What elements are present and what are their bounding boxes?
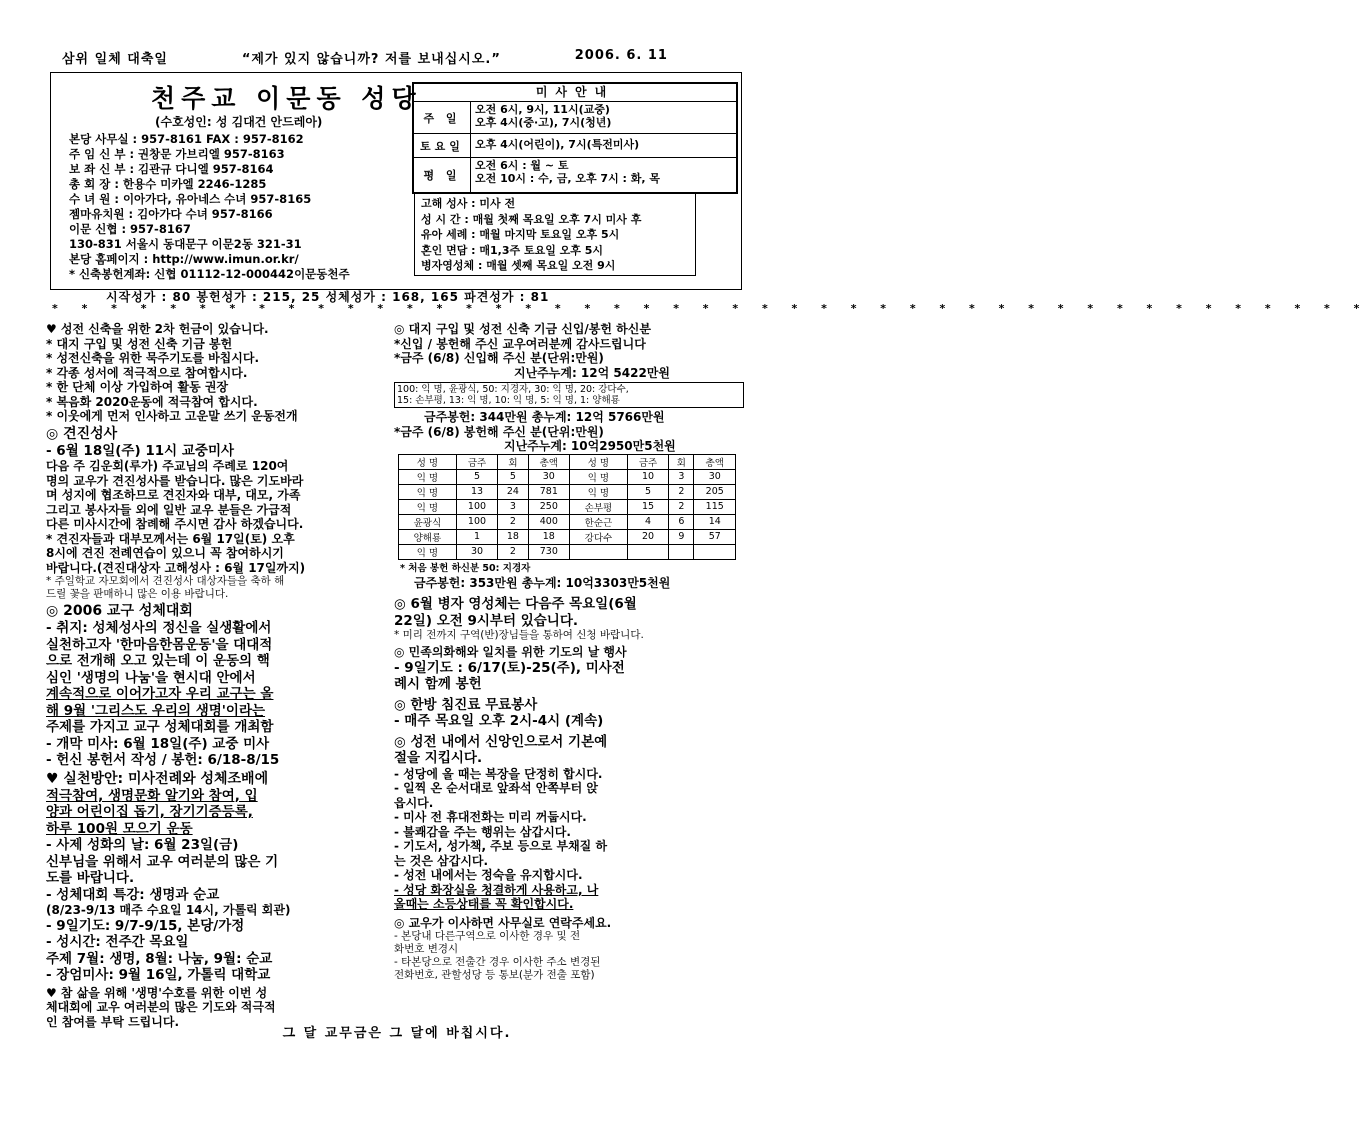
table-cell bbox=[669, 544, 694, 559]
fund-total: 금주봉헌: 344만원 총누계: 12억 5766만원 bbox=[424, 410, 665, 424]
table-row bbox=[399, 514, 736, 529]
table-header: 회 bbox=[498, 454, 528, 469]
offering-table bbox=[398, 454, 736, 560]
feast-name: 삼위 일체 대축일 bbox=[62, 52, 168, 67]
table-cell bbox=[570, 544, 628, 559]
body-line: - 9일기도: 9/7-9/15, 본당/가정 bbox=[46, 917, 245, 934]
body-line: 전화번호, 관할성당 등 통보(분가 전출 포함) bbox=[394, 969, 595, 981]
donor-line: 15: 손부평, 13: 익 명, 10: 익 명, 5: 익 명, 1: 양해룡 bbox=[397, 395, 620, 406]
table-cell: 손부평 bbox=[570, 499, 628, 514]
table-cell: 14 bbox=[694, 514, 736, 529]
sacrament-line: 유아 세례 : 매월 마지막 토요일 오후 5시 bbox=[421, 228, 620, 241]
list-item: - 미사 전 휴대전화는 미리 꺼둡시다. bbox=[394, 810, 587, 824]
body-line: 다음 주 김운회(루가) 주교님의 주례로 120여 bbox=[46, 459, 289, 473]
offering-total: 금주봉헌: 353만원 총누계: 10억3303만5천원 bbox=[414, 575, 671, 590]
star-divider: * * * * * * * * * * * * * * * * * * * * * * * * * * * * * * * * * * * * * * * * * * * * * bbox=[52, 302, 1369, 315]
body-line: 인 참여를 부탁 드립니다. bbox=[46, 1014, 180, 1029]
table-cell: 익 명 bbox=[399, 469, 457, 484]
info-assistant: 보 좌 신 부 : 김관규 다니엘 957-8164 bbox=[69, 162, 274, 176]
mass-time-line: 오전 6시, 9시, 11시(교중) bbox=[475, 103, 610, 116]
intro-line: * 각종 성서에 적극적으로 참여합시다. bbox=[46, 365, 248, 380]
table-cell: 익 명 bbox=[399, 499, 457, 514]
fund-title: ◎ 대지 구입 및 성전 신축 기금 신입/봉헌 하신분 bbox=[394, 322, 651, 336]
table-header: 금주 bbox=[627, 454, 668, 469]
body-line: - 성체대회 특강: 생명과 순교 bbox=[46, 886, 220, 903]
body-line: *금주 (6/8) 봉헌해 주신 분(단위:만원) bbox=[394, 424, 604, 439]
left-column bbox=[46, 322, 362, 1029]
body-line: 며 성지에 협조하므로 견진자와 대부, 대모, 가족 bbox=[46, 488, 301, 502]
table-cell: 한순근 bbox=[570, 514, 628, 529]
table-cell: 2 bbox=[669, 499, 694, 514]
table-cell: 100 bbox=[456, 499, 497, 514]
table-cell: 6 bbox=[669, 514, 694, 529]
offering-table-header bbox=[399, 454, 736, 469]
info-address: 130-831 서울시 동대문구 이문2동 321-31 bbox=[69, 237, 302, 251]
mass-label: 토요일 bbox=[414, 134, 471, 157]
table-cell: 3 bbox=[669, 469, 694, 484]
body-line: ♥ 참 삶을 위해 '생명'수호를 위한 이번 성 bbox=[46, 985, 268, 1000]
body-line: *금주 (6/8) 신입해 주신 분(단위:만원) bbox=[394, 351, 604, 365]
etiquette-list bbox=[394, 767, 744, 912]
body-line: 바랍니다.(견진대상자 고해성사 : 6월 17일까지) bbox=[46, 560, 306, 575]
sacrament-line: 혼인 면담 : 매1,3주 토요일 오후 5시 bbox=[421, 243, 604, 257]
body-line: - 6월 18일(주) 11시 교중미사 bbox=[46, 442, 235, 459]
body-line: - 장엄미사: 9월 16일, 가톨릭 대학교 bbox=[46, 967, 271, 983]
body-line: 례시 함께 봉헌 bbox=[394, 676, 482, 692]
body-line: *신입 / 봉헌해 주신 교우여러분께 감사드립니다 bbox=[394, 336, 646, 351]
sacrament-info-box bbox=[414, 193, 696, 276]
intro-line: * 대지 구입 및 성전 신축 기금 봉헌 bbox=[46, 336, 233, 351]
table-cell: 730 bbox=[528, 544, 569, 559]
body-line: 신부님을 위해서 교우 여러분의 많은 기 bbox=[46, 853, 279, 870]
body-line: * 견진자들과 대부모께서는 6월 17일(토) 오후 bbox=[46, 531, 295, 546]
table-header: 총액 bbox=[528, 454, 569, 469]
info-credit-union: 이문 신협 : 957-8167 bbox=[69, 222, 191, 236]
sacrament-line: 고해 성사 : 미사 전 bbox=[421, 197, 516, 210]
table-row bbox=[399, 544, 736, 559]
mass-times bbox=[471, 158, 664, 192]
list-item: 는 것은 삼갑시다. bbox=[394, 853, 489, 868]
bulletin-date: 2006. 6. 11 bbox=[574, 48, 668, 63]
table-cell: 400 bbox=[528, 514, 569, 529]
info-homepage[interactable]: 본당 홈페이지 : http://www.imun.or.kr/ bbox=[69, 252, 299, 266]
body-line: ◎ 6월 병자 영성체는 다음주 목요일(6월 bbox=[394, 596, 637, 612]
intro-notice bbox=[46, 322, 362, 424]
table-header: 금주 bbox=[456, 454, 497, 469]
list-item: - 일찍 온 순서대로 앞좌석 안쪽부터 앉 bbox=[394, 781, 598, 795]
table-cell: 250 bbox=[528, 499, 569, 514]
table-cell: 익 명 bbox=[399, 544, 457, 559]
table-cell: 익 명 bbox=[570, 484, 628, 499]
table-cell: 2 bbox=[669, 484, 694, 499]
table-header: 성 명 bbox=[570, 454, 628, 469]
confirmation-body bbox=[46, 443, 362, 602]
intro-line: * 이웃에게 먼저 인사하고 고운말 쓰기 운동전개 bbox=[46, 409, 298, 423]
info-president: 총 회 장 : 한용수 미카엘 2246-1285 bbox=[69, 177, 267, 191]
eucharist-congress-body bbox=[46, 620, 362, 769]
info-pastor: 주 임 신 부 : 권창문 가브리엘 957-8163 bbox=[69, 147, 285, 161]
table-cell: 205 bbox=[694, 484, 736, 499]
table-cell: 30 bbox=[456, 544, 497, 559]
body-line: 계속적으로 이어가고자 우리 교구는 올 bbox=[46, 686, 274, 702]
body-line: - 사제 성화의 날: 6월 23일(금) bbox=[46, 837, 239, 853]
practice-title: ♥ 실천방안: 미사전례와 성체조배에 bbox=[46, 770, 269, 787]
table-cell: 30 bbox=[528, 469, 569, 484]
church-patron: (수호성인: 성 김대건 안드레아) bbox=[155, 115, 323, 129]
body-line: - 본당내 다른구역으로 이사한 경우 및 전 bbox=[394, 930, 581, 942]
intro-line: ♥ 성전 신축을 위한 2차 헌금이 있습니다. bbox=[46, 322, 269, 336]
body-line: - 타본당으로 전출간 경우 이사한 주소 변경된 bbox=[394, 956, 601, 968]
table-cell bbox=[627, 544, 668, 559]
table-cell: 강다수 bbox=[570, 529, 628, 544]
list-item: - 성당에 올 때는 복장을 단정히 합시다. bbox=[394, 766, 603, 781]
body-line: 지난주누계: 10억2950만5천원 bbox=[504, 439, 676, 453]
new-donors-box bbox=[394, 382, 744, 408]
mass-schedule-box bbox=[412, 82, 738, 194]
mass-time-line: 오전 10시 : 수, 금, 오후 7시 : 화, 목 bbox=[475, 172, 661, 185]
body-line: 주제를 가지고 교구 성체대회를 개최함 bbox=[46, 719, 274, 735]
table-cell: 윤광식 bbox=[399, 514, 457, 529]
body-line: 하루 100원 모으기 운동 bbox=[46, 820, 193, 837]
list-item: - 기도서, 성가책, 주보 등으로 부채질 하 bbox=[394, 839, 608, 853]
info-account: * 신축봉헌계좌: 신협 01112-12-000442이문동천주 bbox=[69, 267, 350, 281]
table-cell: 13 bbox=[456, 484, 497, 499]
mass-row-weekday bbox=[414, 158, 736, 192]
body-line: - 개막 미사: 6월 18일(주) 교중 미사 bbox=[46, 735, 270, 752]
table-cell: 3 bbox=[498, 499, 528, 514]
mass-title: 미사안내 bbox=[414, 84, 736, 102]
mass-time-line: 오후 4시(중·고), 7시(청년) bbox=[475, 116, 612, 129]
moving-title: ◎ 교우가 이사하면 사무실로 연락주세요. bbox=[394, 915, 612, 930]
body-line: - 9일기도 : 6/17(토)-25(주), 미사전 bbox=[394, 659, 625, 676]
body-line: 22일) 오전 9시부터 있습니다. bbox=[394, 612, 578, 629]
fund-body bbox=[394, 337, 744, 381]
list-item: - 성당 화장실을 청결하게 사용하고, 나 bbox=[394, 882, 599, 897]
body-line: - 성시간: 전주간 목요일 bbox=[46, 934, 189, 950]
table-cell: 9 bbox=[669, 529, 694, 544]
practice-body bbox=[46, 788, 362, 984]
hymn-numbers: 시작성가 : 80 봉헌성가 : 215, 25 성체성가 : 168, 165 파견성가 : 81 bbox=[106, 290, 550, 304]
table-cell: 1 bbox=[456, 529, 497, 544]
table-cell: 781 bbox=[528, 484, 569, 499]
table-header: 성 명 bbox=[399, 454, 457, 469]
acupuncture-title: ◎ 한방 침진료 무료봉사 bbox=[394, 696, 538, 713]
intro-line: * 성전신축을 위한 묵주기도를 바칩시다. bbox=[46, 351, 260, 365]
intro-line: * 복음화 2020운동에 적극참여 합시다. bbox=[46, 394, 258, 409]
body-line: 도를 바랍니다. bbox=[46, 870, 135, 886]
body-line: 적극참여, 생명문화 알기와 참여, 입 bbox=[46, 787, 258, 804]
table-cell: 100 bbox=[456, 514, 497, 529]
table-header: 회 bbox=[669, 454, 694, 469]
list-item: - 불쾌감을 주는 행위는 삼갑시다. bbox=[394, 824, 571, 839]
table-cell: 20 bbox=[627, 529, 668, 544]
list-item: 올때는 소등상태를 꼭 확인합시다. bbox=[394, 897, 574, 911]
body-line: 8시에 견진 전례연습이 있으니 꼭 참여하시기 bbox=[46, 546, 284, 560]
right-column bbox=[394, 322, 744, 982]
mass-time-line: 오전 6시 : 월 ~ 토 bbox=[475, 159, 569, 172]
table-cell: 57 bbox=[694, 529, 736, 544]
table-cell: 4 bbox=[627, 514, 668, 529]
body-line: 화번호 변경시 bbox=[394, 943, 459, 955]
table-cell: 5 bbox=[498, 469, 528, 484]
table-cell: 익 명 bbox=[399, 484, 457, 499]
body-line: 지난주누계: 12억 5422만원 bbox=[514, 365, 670, 380]
mass-row-sunday bbox=[414, 102, 736, 134]
body-line: 체대회에 교우 여러분의 많은 기도와 적극적 bbox=[46, 1000, 276, 1014]
acupuncture-body: - 매주 목요일 오후 2시-4시 (계속) bbox=[394, 713, 604, 729]
body-line: ◎ 성전 내에서 신앙인으로서 기본예 bbox=[394, 733, 608, 750]
body-line: 주제 7월: 생명, 8월: 나눔, 9월: 순교 bbox=[46, 950, 273, 967]
table-cell: 115 bbox=[694, 499, 736, 514]
reconciliation-body bbox=[394, 660, 744, 693]
table-row bbox=[399, 484, 736, 499]
mass-label: 평 일 bbox=[414, 158, 471, 192]
mass-row-saturday bbox=[414, 134, 736, 158]
sick-communion-note: * 미리 전까지 구역(반)장님들을 통하여 신청 바랍니다. bbox=[394, 629, 644, 641]
reconciliation-title: ◎ 민족의화해와 일치를 위한 기도의 날 행사 bbox=[394, 645, 627, 659]
table-cell: 양해룡 bbox=[399, 529, 457, 544]
offering-body bbox=[394, 425, 744, 454]
mass-times bbox=[471, 102, 615, 133]
body-line: 으로 전개해 오고 있는데 이 운동의 핵 bbox=[46, 653, 270, 669]
intro-line: * 한 단체 이상 가입하여 활동 권장 bbox=[46, 380, 229, 394]
footer-notice: 그 달 교무금은 그 달에 바칩시다. bbox=[282, 1026, 512, 1041]
offering-table-body bbox=[399, 469, 736, 559]
sacrament-line: 성 시 간 : 매월 첫째 목요일 오후 7시 미사 후 bbox=[421, 212, 642, 226]
table-cell: 18 bbox=[528, 529, 569, 544]
info-office: 본당 사무실 : 957-8161 FAX : 957-8162 bbox=[69, 132, 304, 146]
donor-line: 100: 익 명, 윤광식, 50: 지경자, 30: 익 명, 20: 강다수, bbox=[397, 384, 629, 395]
note-line: * 주일학교 자모회에서 견진성사 대상자들을 축하 해 bbox=[46, 575, 285, 587]
table-cell: 18 bbox=[498, 529, 528, 544]
table-cell: 15 bbox=[627, 499, 668, 514]
body-line: 심인 '생명의 나눔'을 현시대 안에서 bbox=[46, 669, 256, 686]
sacrament-line: 병자영성체 : 매월 셋째 목요일 오전 9시 bbox=[421, 259, 616, 272]
list-item: - 성전 내에서는 정숙을 유지합시다. bbox=[394, 868, 583, 882]
info-convent: 수 녀 원 : 이아가다, 유아네스 수녀 957-8165 bbox=[69, 192, 312, 206]
table-row bbox=[399, 499, 736, 514]
mass-time-line: 오후 4시(어린이), 7시(특전미사) bbox=[475, 138, 640, 151]
table-cell: 5 bbox=[627, 484, 668, 499]
table-row bbox=[399, 529, 736, 544]
church-title: 천주교 이문동 성당 bbox=[151, 84, 422, 113]
weekly-quote: “제가 있지 않습니까? 저를 보내십시오.” bbox=[241, 52, 501, 67]
top-line bbox=[62, 48, 668, 67]
mass-label: 주 일 bbox=[414, 102, 471, 133]
table-cell: 5 bbox=[456, 469, 497, 484]
body-line: - 취지: 성체성사의 정신을 실생활에서 bbox=[46, 620, 272, 636]
sick-communion bbox=[394, 596, 744, 629]
body-line: 그리고 봉사자들 외에 일반 교우 분들은 가급적 bbox=[46, 502, 292, 517]
info-kindergarten: 젬마유치원 : 김아가다 수녀 957-8166 bbox=[69, 207, 273, 221]
body-line: (8/23-9/13 매주 수요일 14시, 가톨릭 회관) bbox=[46, 903, 291, 917]
eucharist-congress-title: ◎ 2006 교구 성체대회 bbox=[46, 603, 193, 619]
body-line: 절을 지킵시다. bbox=[394, 750, 483, 766]
list-item: 읍시다. bbox=[394, 795, 434, 810]
mass-times bbox=[471, 134, 643, 157]
table-cell: 익 명 bbox=[570, 469, 628, 484]
note-line: 드릴 꽃을 판매하니 많은 이용 바랍니다. bbox=[46, 588, 229, 600]
etiquette-title bbox=[394, 734, 744, 767]
body-line: 해 9월 '그리스도 우리의 생명'이라는 bbox=[46, 702, 266, 719]
table-cell bbox=[694, 544, 736, 559]
body-line: 명의 교우가 견진성사를 받습니다. 많은 기도바라 bbox=[46, 473, 304, 488]
table-cell: 10 bbox=[627, 469, 668, 484]
body-line: 다른 미사시간에 참례해 주시면 감사 하겠습니다. bbox=[46, 517, 304, 531]
body-line: - 헌신 봉헌서 작성 / 봉헌: 6/18-8/15 bbox=[46, 752, 280, 768]
table-header: 총액 bbox=[694, 454, 736, 469]
table-cell: 24 bbox=[498, 484, 528, 499]
body-line: 양과 어린이집 돕기, 장기기증등록, bbox=[46, 804, 253, 820]
table-cell: 2 bbox=[498, 514, 528, 529]
confirmation-title: ◎ 견진성사 bbox=[46, 425, 118, 442]
body-line: 실천하고자 '한마음한몸운동'을 대대적 bbox=[46, 636, 273, 653]
table-row bbox=[399, 469, 736, 484]
table-cell: 2 bbox=[498, 544, 528, 559]
table-cell: 30 bbox=[694, 469, 736, 484]
first-donor-note: * 처음 봉헌 하신분 50: 지경자 bbox=[400, 562, 531, 574]
moving-body bbox=[394, 930, 744, 982]
